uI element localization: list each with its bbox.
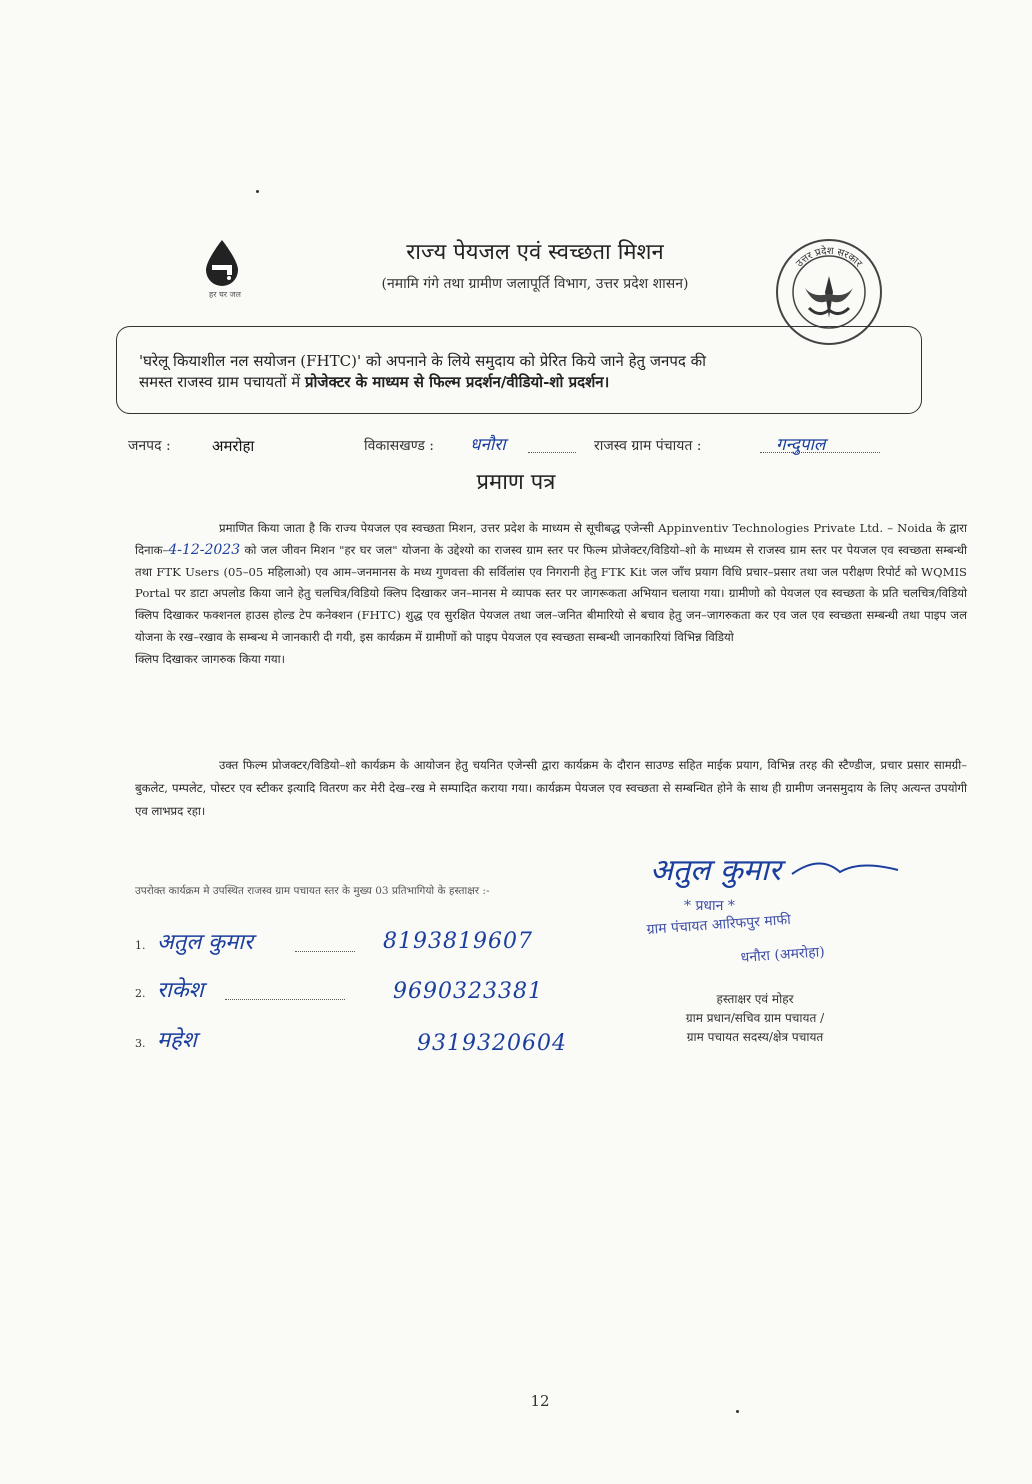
subject-line-2 [139, 372, 901, 393]
mission-title: राज्य पेयजल एवं स्वच्छता मिशन [406, 240, 664, 265]
speck [736, 1410, 739, 1413]
body-p1-start: प्रमाणित किया जाता है कि राज्य पेयजल एव स्वच्छता मिशन, उत्तर प्रदेश के माध्यम से सूचीबद्ध एजेन्सी Appinventiv Technologies Private Ltd. – Noida के द्वारा दिनाक– [135, 521, 967, 557]
participants-intro: उपरोक्त कार्यक्रम मे उपस्थित राजस्व ग्राम पचायत स्तर के मुख्य 03 प्रतिभागियो के हस्ताक्षर :- [135, 885, 490, 897]
panchayat-label: राजस्व ग्राम पंचायत : [594, 438, 702, 454]
participant-signature: अतुल कुमार [157, 930, 254, 955]
district-value: अमरोहा [212, 437, 255, 455]
body-paragraph-2 [135, 754, 967, 823]
block-dotted-line [528, 452, 576, 453]
signature-flourish [790, 852, 900, 882]
har-ghar-jal-logo [190, 238, 260, 318]
signature-caption-line-2: ग्राम प्रधान/सचिव ग्राम पचायत / [685, 1011, 825, 1025]
certificate-title: प्रमाण पत्र [476, 470, 556, 495]
water-drop-icon [202, 238, 242, 288]
participant-phone: 8193819607 [383, 929, 533, 954]
block-value: धनौरा [470, 435, 506, 455]
stamp-line-1: * प्रधान * [684, 898, 735, 914]
participant-phone: 9690323381 [393, 979, 543, 1004]
dotted-line [225, 999, 345, 1000]
participant-phone: 9319320604 [417, 1031, 567, 1056]
speck [256, 190, 259, 193]
participant-row [135, 966, 595, 1006]
subject-line-2-bold: प्रोजेक्टर के माध्यम से फिल्म प्रदर्शन/वीडियो-शो प्रदर्शन। [305, 373, 610, 391]
body-p1-rest: को जल जीवन मिशन "हर घर जल" योजना के उद्देश्यो का राजस्व ग्राम स्तर पर फिल्म प्रोजेक्टर/विडियो–शो के माध्यम से राजस्व ग्राम स्तर पर पेयजल एव स्वच्छता सम्बन्धी तथा FTK Users (05–05 महिलाओ) एव आम–जनमानस के मध्य गुणवत्ता की सर्विलांस एव निगरानी हेतु FTK Kit जल जाँच प्रयाग विधि प्रचार–प्रसार तथा जल परीक्षण रिपोर्ट को WQMIS Portal पर डाटा अपलोड किया जाने हेतु चलचित्र/विडियो क्लिप दिखाकर जन–मानस मे व्यापक स्तर पर जागरूकता अभियान चलाया गया। ग्रामीणो को पेयजल एव स्वच्छता के प्रति चलचित्र/विडियो क्लिप दिखाकर फक्शनल हाउस होल्ड टेप कनेक्शन (FHTC) शुद्ध एव सुरक्षित पेयजल तथा जल–जनित बीमारियो से बचाव हेतु जन–जागरुकता कर एव जल एव स्वच्छता सम्बन्धी तथा पाइप जल योजना के रख–रखाव के सम्बन्ध मे जानकारी दी गयी, इस कार्यक्रम में ग्रामीणों को पाइप पेयजल एव स्वच्छता सम्बन्धी जानकारियां विभिन्न विडियो [135, 542, 967, 644]
subject-box [116, 326, 922, 414]
participant-row [135, 1016, 595, 1056]
dotted-line [295, 951, 355, 952]
signature-caption [640, 990, 870, 1047]
subject-line-1: 'घरेलू कियाशील नल सयोजन (FHTC)' को अपनाने के लिये समुदाय को प्रेरित किये जाने हेतु जनपद की [139, 352, 706, 370]
page-number: 12 [530, 1392, 550, 1410]
seal-text: उत्तर प्रदेश सरकार [794, 245, 864, 270]
body-paragraph-1-end: क्लिप दिखाकर जागरुक किया गया। [135, 651, 286, 666]
body-paragraph-1 [135, 518, 967, 649]
svg-text:उत्तर प्रदेश सरकार [794, 245, 864, 270]
signature-caption-line-3: ग्राम पचायत सदस्य/क्षेत्र पचायत [686, 1030, 824, 1044]
official-signature: अतुल कुमार [650, 853, 781, 888]
participant-signature: राकेश [157, 978, 204, 1003]
mission-subtitle: (नमामि गंगे तथा ग्रामीण जलापूर्ति विभाग, उत्तर प्रदेश शासन) [381, 276, 689, 292]
participant-number: 3. [135, 1037, 146, 1050]
participant-signature: महेश [157, 1028, 197, 1053]
panchayat-dotted-line [760, 452, 880, 453]
stamp-line-3: धनौरा (अमरोहा) [740, 944, 826, 966]
participant-row [135, 918, 595, 958]
certificate-body [135, 518, 967, 671]
participant-number: 1. [135, 939, 146, 952]
body-p2-text: उक्त फिल्म प्रोजक्टर/विडियो–शो कार्यक्रम के आयोजन हेतु चयनित एजेन्सी द्वारा कार्यक्रम के दौरान साउण्ड सहित माईक प्रयाग, विभिन्न तरह की स्टैण्डीज, प्रचार प्रसार सामग्री–बुकलेट, पम्पलेट, पोस्टर एव स्टीकर इत्यादि वितरण कर मेरी देख–रख मे सम्पादित कराया गया। कार्यक्रम पेयजल एव स्वच्छता से सम्बन्धित होने के साथ ही ग्रामीण जनसमुदाय के लिए अत्यन्त उपयोगी एव लाभप्रद रहा। [135, 758, 967, 818]
panchayat-value: गन्दुपाल [776, 435, 826, 455]
stamp-line-2: ग्राम पंचायत आरिफपुर माफी [646, 911, 792, 938]
district-label: जनपद : [128, 438, 171, 454]
subject-line-2-prefix: समस्त राजस्व ग्राम पचायतों में [139, 373, 306, 391]
participant-number: 2. [135, 987, 146, 1000]
block-label: विकासखण्ड : [364, 438, 435, 454]
signature-caption-line-1: हस्ताक्षर एवं मोहर [716, 992, 794, 1006]
logo-caption: हर घर जल [209, 290, 241, 299]
program-date: 4-12-2023 [168, 541, 241, 558]
